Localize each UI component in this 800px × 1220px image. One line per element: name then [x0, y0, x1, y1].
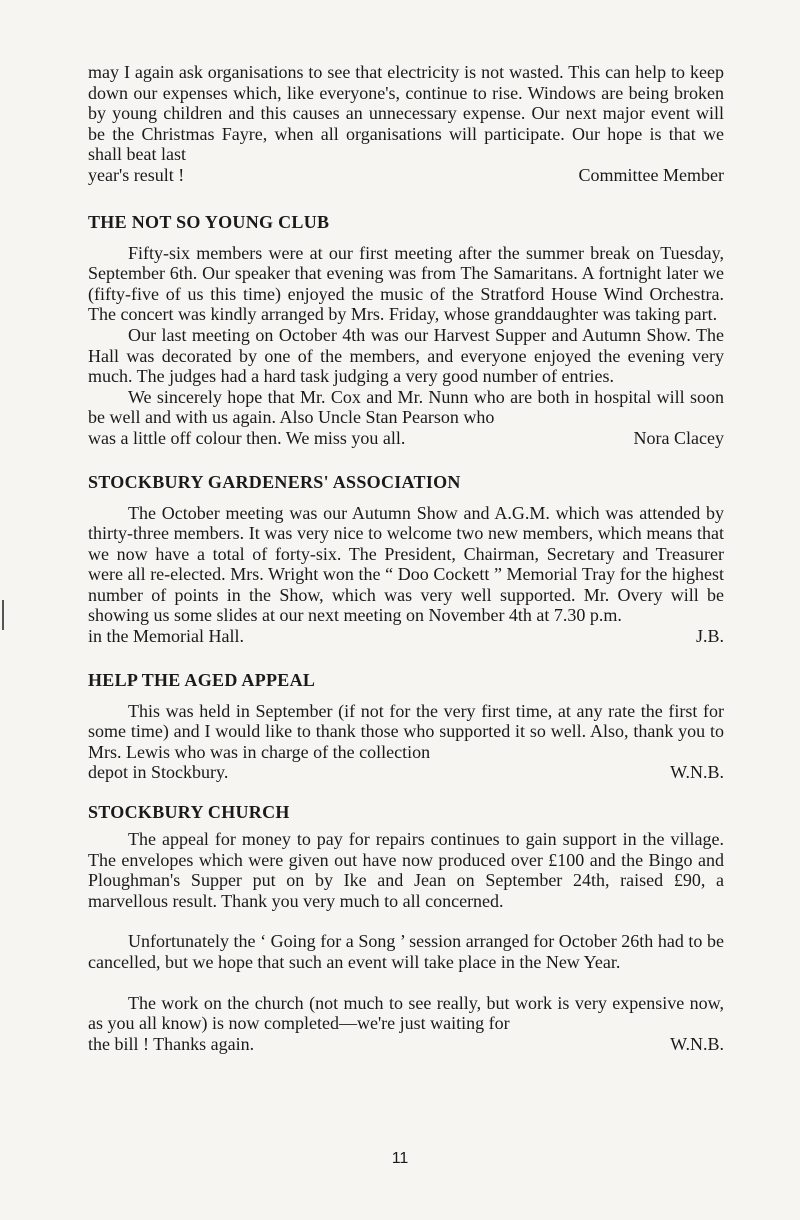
gardeners-last-text: in the Memorial Hall. — [88, 626, 244, 647]
church-paragraph-2: Unfortunately the ‘ Going for a Song ’ session arranged for October 26th had to be cancelled, but we hope that such an event will take place in the New Year. — [88, 931, 724, 972]
church-signature: W.N.B. — [670, 1033, 724, 1054]
aged-heading: HELP THE AGED APPEAL — [88, 669, 316, 690]
club-last-text: was a little off colour then. We miss you all. — [88, 427, 406, 448]
church-paragraph-1: The appeal for money to pay for repairs continues to gain support in the village. The envelopes which were given out have now produced over £100 and the Bingo and Ploughman's Supper put on by Ike and Jean on September 24th, raised £90, a marvellous result. Thank you very much to all concerned. — [88, 829, 724, 911]
intro-section — [88, 62, 724, 186]
scan-edge-mark — [2, 600, 4, 630]
gardeners-section — [88, 471, 724, 647]
gardeners-last-line — [88, 626, 724, 647]
intro-signature: Committee Member — [578, 164, 724, 185]
intro-paragraph: may I again ask organisations to see that electricity is not wasted. This can help to keep down our expenses which, like everyone's, continue to rise. Windows are being broken by young children and this causes an unnecessary expense. Our next major event will be the Christmas Fayre, when all organisations will participate. Our hope is that we shall beat last — [88, 62, 724, 165]
gardeners-paragraph-1: The October meeting was our Autumn Show and A.G.M. which was attended by thirty-three members. It was very nice to welcome two new members, which means that we now have a total of forty-six. The President, Chairman, Secretary and Treasurer were all re-elected. Mrs. Wright won the “ Doo Cockett ” Memorial Tray for the highest number of points in the Show, which was very well supported. Mr. Overy will be showing us some slides at our next meeting on November 4th at 7.30 p.m. — [88, 502, 724, 626]
church-last-line — [88, 1034, 724, 1055]
club-heading: THE NOT SO YOUNG CLUB — [88, 211, 330, 232]
gardeners-heading: STOCKBURY GARDENERS' ASSOCIATION — [88, 471, 461, 492]
church-paragraph-3: The work on the church (not much to see really, but work is very expensive now, as you all know) is now completed—we're just waiting for — [88, 992, 724, 1034]
page-number: 11 — [391, 1150, 409, 1167]
aged-paragraph-1: This was held in September (if not for the very first time, at any rate the first for some time) and I would like to thank those who supported it so well. Also, thank you to Mrs. Lewis who was in charge of the collection — [88, 700, 724, 762]
club-paragraph-2: Our last meeting on October 4th was our Harvest Supper and Autumn Show. The Hall was decorated by one of the members, and everyone enjoyed the evening very much. The judges had a hard task judging a very good number of entries. — [88, 324, 724, 387]
church-section — [88, 801, 724, 1054]
intro-last-line — [88, 165, 724, 186]
club-paragraph-1: Fifty-six members were at our first meeting after the summer break on Tuesday, September 6th. Our speaker that evening was from The Samaritans. A fortnight later we (fifty-five of us this time) enjoyed the music of the Stratford House Wind Orchestra. The concert was kindly arranged by Mrs. Friday, whose granddaughter was taking part. — [88, 242, 724, 325]
club-signature: Nora Clacey — [633, 427, 724, 448]
intro-last-text: year's result ! — [88, 164, 185, 185]
club-paragraph-3: We sincerely hope that Mr. Cox and Mr. Nunn who are both in hospital will soon be well and with us again. Also Uncle Stan Pearson who — [88, 386, 724, 428]
aged-section — [88, 669, 724, 783]
gardeners-signature: J.B. — [695, 626, 724, 647]
church-last-text: the bill ! Thanks again. — [88, 1033, 255, 1054]
aged-signature: W.N.B. — [670, 762, 724, 783]
aged-last-line — [88, 762, 724, 783]
church-heading: STOCKBURY CHURCH — [88, 802, 290, 823]
newsletter-page — [88, 62, 724, 1054]
aged-last-text: depot in Stockbury. — [88, 762, 229, 783]
club-section — [88, 211, 724, 449]
club-last-line — [88, 428, 724, 449]
